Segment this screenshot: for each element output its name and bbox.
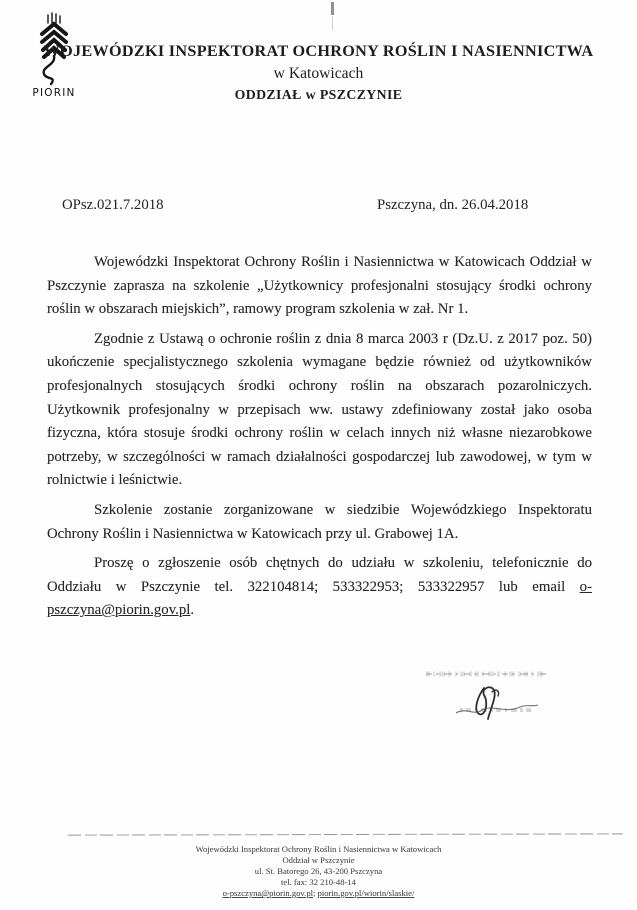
footer-org: Wojewódzki Inspektorat Ochrony Roślin i Nasiennictwa w Katowicach — [195, 844, 442, 854]
org-name: WOJEWÓDZKI INSPEKTORAT OCHRONY ROŚLIN I NASIENNICTWA — [43, 42, 594, 60]
email-link[interactable]: o-pszczyna@piorin.gov.pl — [47, 578, 592, 619]
scan-artifact-tail — [332, 16, 333, 30]
letterhead — [0, 42, 637, 103]
footer — [0, 834, 637, 899]
contact-text: Proszę o zgłoszenie osób chętnych do udziału w szkoleniu, telefonicznie do Oddziału w Pszczynie tel. 322104814; 533322953; 533322957 lub email — [47, 555, 592, 595]
letter-body — [47, 251, 592, 629]
footer-branch: Oddział w Pszczynie — [282, 855, 355, 865]
footer-links-separator: ; — [313, 888, 318, 898]
place-date: Pszczyna, dn. 26.04.2018 — [377, 197, 529, 213]
paragraph-contact — [47, 552, 592, 623]
footer-phone: tel. fax: 32 210-48-14 — [281, 877, 356, 887]
footer-links — [0, 888, 637, 899]
logo-label: PIORIN — [32, 87, 76, 99]
footer-address: ul. St. Batorego 26, 43-200 Pszczyna — [254, 866, 383, 876]
stamp-and-signature-icon — [412, 658, 582, 733]
contact-text-end: . — [190, 602, 195, 619]
footer-email-link[interactable]: o-pszczyna@piorin.gov.pl — [222, 888, 313, 898]
scan-artifact — [331, 2, 334, 15]
org-city: w Katowicach — [273, 65, 364, 82]
footer-divider — [68, 833, 623, 835]
org-branch: ODDZIAŁ w PSZCZYNIE — [234, 87, 403, 102]
footer-website-link[interactable]: piorin.gov.pl/wiorin/slaskie/ — [317, 888, 415, 898]
paragraph-invitation: Wojewódzki Inspektorat Ochrony Roślin i Nasiennictwa w Katowicach Oddział w Pszczynie zaprasza na szkolenie „Użytkownicy profesjonalni stosujący środki ochrony roślin w obszarach miejskich”, ramowy program szkolenia w zał. Nr 1. — [47, 254, 592, 318]
paragraph-legal-basis: Zgodnie z Ustawą o ochronie roślin z dnia 8 marca 2003 r (Dz.U. z 2017 poz. 50) ukończenie specjalistycznego szkolenia wymagane będzie również od użytkowników profesjonalnych stosujących środki ochrony roślin na obszarach pozarolniczych. Użytkownik profesjonalny w przepisach ww. ustawy zdefiniowany został jako osoba fizyczna, która stosuje środki ochrony roślin w celach innych niż własne niezarobkowe potrzeby, w szczególności w ramach działalności gospodarczej lub zawodowej, w tym w rolnictwie i leśnictwie. — [47, 330, 592, 489]
case-number: OPsz.021.7.2018 — [62, 197, 164, 213]
paragraph-venue: Szkolenie zostanie zorganizowane w siedzibie Wojewódzkiego Inspektoratu Ochrony Roślin i Nasiennictwa w Katowicach przy ul. Grabowej 1A. — [47, 501, 592, 542]
signature-block — [412, 658, 582, 733]
